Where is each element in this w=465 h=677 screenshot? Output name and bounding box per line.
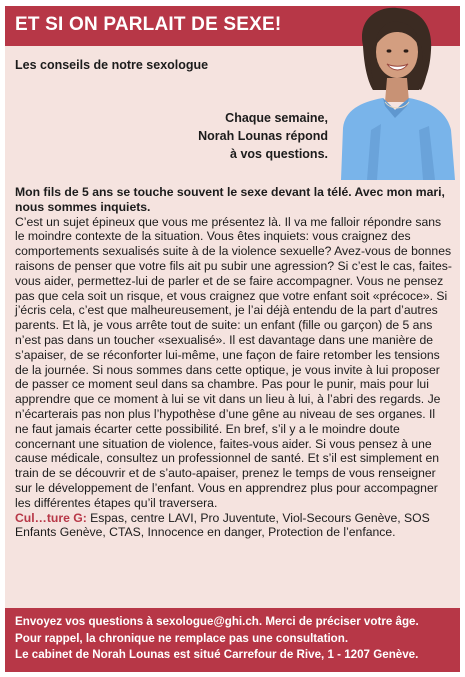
author-portrait (327, 6, 460, 180)
intro-text (138, 109, 328, 163)
answer-text: C’est un sujet épineux que vous me présentez là. Il va me falloir répondre sans le moindre contexte de la situation. Vous êtes inquiets: vous craignez des comportements sexualisés suite à de la violence sexuelle? Avez-vous de bonnes raisons de penser que votre fils ait pu subir une agression? Si c’est le cas, faites-vous aider, permettez-lui de parler et de se faire accompagner. Vous ne pensez pas que cela soit un risque, et vous craignez que votre enfant soit «précoce». Si j’écris cela, c’est que malheureusement, je l’ai déjà entendu de la part d’autres parents. Et là, je vous arrête tout de suite: un enfant (fille ou garçon) de 5 ans n’est pas dans un toucher «sexualisé». Il est davantage dans une manière de s’apaiser, de se réconforter lui-même, une façon de faire retomber les tensions de la journée. Si nous sommes dans cette optique, je vous invite à lui proposer de passer ce moment seul dans sa chambre. Pas pour le punir, mais pour lui apprendre que ce moment à lui se vit dans un lieu à lui, à l’abri des regards. Je n’écarterais pas non plus l’hypothèse d’une gêne au niveau de ses organes. Il ne faut jamais écarter cette possibilité. En bref, s’il y a le moindre doute concernant une situation de violence, faites-vous aider. Si vous pensez à une cause médicale, consultez un professionnel de santé. Et s’il est simplement en train de se découvrir et de s’auto-apaiser, prenez le temps de vous renseigner sur le développement de l’enfant. Vous en apprendrez plus pour accompagner les différentes étapes qu’il traversera. (15, 214, 452, 510)
sexologist-answer (15, 215, 452, 511)
footer-line: Pour rappel, la chronique ne remplace pas une consultation. (15, 631, 349, 645)
reader-question: Mon fils de 5 ans se touche souvent le sexe devant la télé. Avec mon mari, nous sommes inquiets. (15, 185, 445, 214)
footer-line: Envoyez vos questions à sexologue@ghi.ch. Merci de préciser votre âge. (15, 615, 419, 628)
column-card (5, 6, 460, 672)
intro-line: à vos questions. (230, 147, 328, 161)
column-subtitle: Les conseils de notre sexologue (15, 58, 209, 72)
intro-line: Norah Lounas répond (198, 129, 328, 143)
culture-label: Cul…ture G: (15, 510, 87, 525)
culture-text: Espas, centre LAVI, Pro Juventute, Viol-Secours Genève, SOS Enfants Genève, CTAS, Innocence en danger, Protection de l’enfance. (15, 510, 430, 540)
footer-band (5, 608, 460, 672)
column-title: ET SI ON PARLAIT DE SEXE! (15, 14, 282, 35)
intro-line: Chaque semaine, (225, 111, 328, 125)
resources-paragraph (15, 511, 452, 541)
article-body (15, 185, 452, 540)
footer-line: Le cabinet de Norah Lounas est situé Carrefour de Rive, 1 - 1207 Genève. (15, 648, 419, 661)
